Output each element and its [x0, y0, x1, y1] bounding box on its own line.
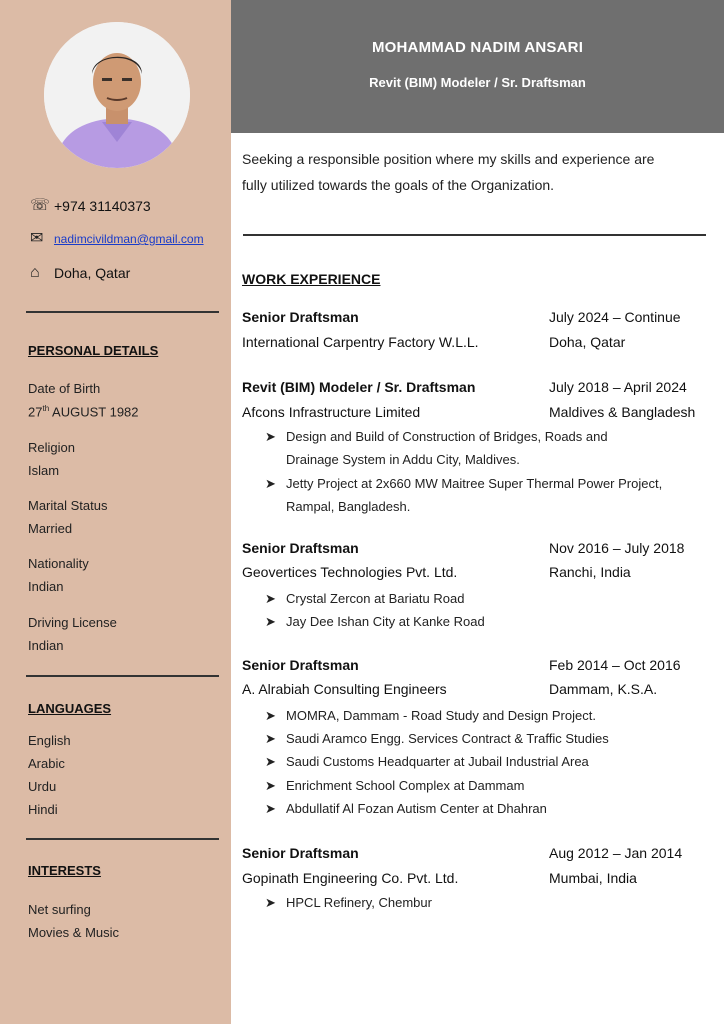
- phone-icon: ☏: [30, 197, 51, 214]
- objective-line: fully utilized towards the goals of the Organization.: [242, 177, 555, 193]
- job-title: Revit (BIM) Modeler / Sr. Draftsman: [242, 379, 476, 395]
- language-item: Hindi: [28, 802, 58, 817]
- email-link[interactable]: nadimcivildman@gmail.com: [54, 232, 204, 246]
- job-location: Dammam, K.S.A.: [549, 681, 658, 697]
- language-item: Arabic: [28, 756, 65, 771]
- job-title: Senior Draftsman: [242, 657, 359, 673]
- job-title: Senior Draftsman: [242, 845, 359, 861]
- job-location: Ranchi, India: [549, 564, 631, 580]
- job-bullet: ➤ Design and Build of Construction of Bridges, Roads and Drainage System in Addu City, Maldives.: [265, 425, 695, 471]
- arrow-bullet-icon: ➤: [265, 591, 276, 606]
- candidate-role: Revit (BIM) Modeler / Sr. Draftsman: [369, 75, 586, 90]
- job-bullet: ➤ MOMRA, Dammam - Road Study and Design Project.: [265, 704, 695, 727]
- job-location: Mumbai, India: [549, 870, 637, 886]
- sidebar-divider: [26, 311, 219, 313]
- interests-heading: INTERESTS: [28, 863, 101, 878]
- arrow-bullet-icon: ➤: [265, 731, 276, 746]
- header-banner: [231, 0, 724, 133]
- job-title: Senior Draftsman: [242, 540, 359, 556]
- religion-label: Religion: [28, 440, 75, 455]
- profile-photo: [44, 22, 190, 168]
- job-company: Geovertices Technologies Pvt. Ltd.: [242, 564, 458, 580]
- license-label: Driving License: [28, 615, 117, 630]
- arrow-bullet-icon: ➤: [265, 778, 276, 793]
- envelope-icon: ✉: [30, 230, 44, 247]
- job-title: Senior Draftsman: [242, 309, 359, 325]
- arrow-bullet-icon: ➤: [265, 476, 276, 491]
- nationality-label: Nationality: [28, 556, 89, 571]
- arrow-bullet-icon: ➤: [265, 801, 276, 816]
- sidebar-divider: [26, 838, 219, 840]
- arrow-bullet-icon: ➤: [265, 708, 276, 723]
- personal-details-heading: PERSONAL DETAILS: [28, 343, 159, 358]
- language-item: Urdu: [28, 779, 57, 794]
- religion-value: Islam: [28, 463, 60, 478]
- job-bullet: ➤ Saudi Aramco Engg. Services Contract & Traffic Studies: [265, 727, 695, 750]
- job-location: Maldives & Bangladesh: [549, 404, 696, 420]
- job-dates: July 2018 – April 2024: [549, 379, 687, 395]
- nationality-value: Indian: [28, 579, 64, 594]
- job-bullet: ➤ Jay Dee Ishan City at Kanke Road: [265, 610, 695, 633]
- job-bullet: ➤ Saudi Customs Headquarter at Jubail Industrial Area: [265, 750, 695, 773]
- objective: [242, 146, 704, 198]
- location-text: Doha, Qatar: [54, 265, 131, 281]
- sidebar-divider: [26, 675, 219, 677]
- languages-heading: LANGUAGES: [28, 701, 112, 716]
- language-item: English: [28, 733, 71, 748]
- dob-value: 27th AUGUST 1982: [28, 404, 139, 420]
- arrow-bullet-icon: ➤: [265, 614, 276, 629]
- main-divider: [243, 234, 706, 236]
- license-value: Indian: [28, 638, 64, 653]
- job-bullet: ➤ Enrichment School Complex at Dammam: [265, 774, 695, 797]
- interest-item: Net surfing: [28, 902, 91, 917]
- job-dates: Feb 2014 – Oct 2016: [549, 657, 681, 673]
- contact-phone: [30, 198, 151, 214]
- job-dates: Aug 2012 – Jan 2014: [549, 845, 683, 861]
- job-bullet: ➤ Crystal Zercon at Bariatu Road: [265, 587, 695, 610]
- job-bullet: ➤ Abdullatif Al Fozan Autism Center at Dhahran: [265, 797, 695, 820]
- job-company: International Carpentry Factory W.L.L.: [242, 334, 479, 350]
- work-experience-heading: WORK EXPERIENCE: [242, 271, 381, 287]
- home-icon: ⌂: [30, 264, 40, 281]
- objective-line: Seeking a responsible position where my skills and experience are: [242, 151, 655, 167]
- phone-text: +974 31140373: [54, 198, 151, 214]
- interest-item: Movies & Music: [28, 925, 120, 940]
- job-company: Gopinath Engineering Co. Pvt. Ltd.: [242, 870, 459, 886]
- candidate-name: MOHAMMAD NADIM ANSARI: [371, 39, 584, 56]
- marital-label: Marital Status: [28, 498, 108, 513]
- job-location: Doha, Qatar: [549, 334, 626, 350]
- arrow-bullet-icon: ➤: [265, 429, 276, 444]
- contact-location: [30, 265, 130, 281]
- job-dates: Nov 2016 – July 2018: [549, 540, 685, 556]
- job-company: A. Alrabiah Consulting Engineers: [242, 681, 447, 697]
- job-bullet: ➤ Jetty Project at 2x660 MW Maitree Super Thermal Power Project, Rampal, Bangladesh.: [265, 472, 695, 518]
- arrow-bullet-icon: ➤: [265, 754, 276, 769]
- job-bullet: ➤ HPCL Refinery, Chembur: [265, 891, 695, 914]
- contact-email: [30, 231, 204, 247]
- arrow-bullet-icon: ➤: [265, 895, 276, 910]
- dob-label: Date of Birth: [28, 381, 101, 396]
- job-dates: July 2024 – Continue: [549, 309, 681, 325]
- job-company: Afcons Infrastructure Limited: [242, 404, 421, 420]
- marital-value: Married: [28, 521, 73, 536]
